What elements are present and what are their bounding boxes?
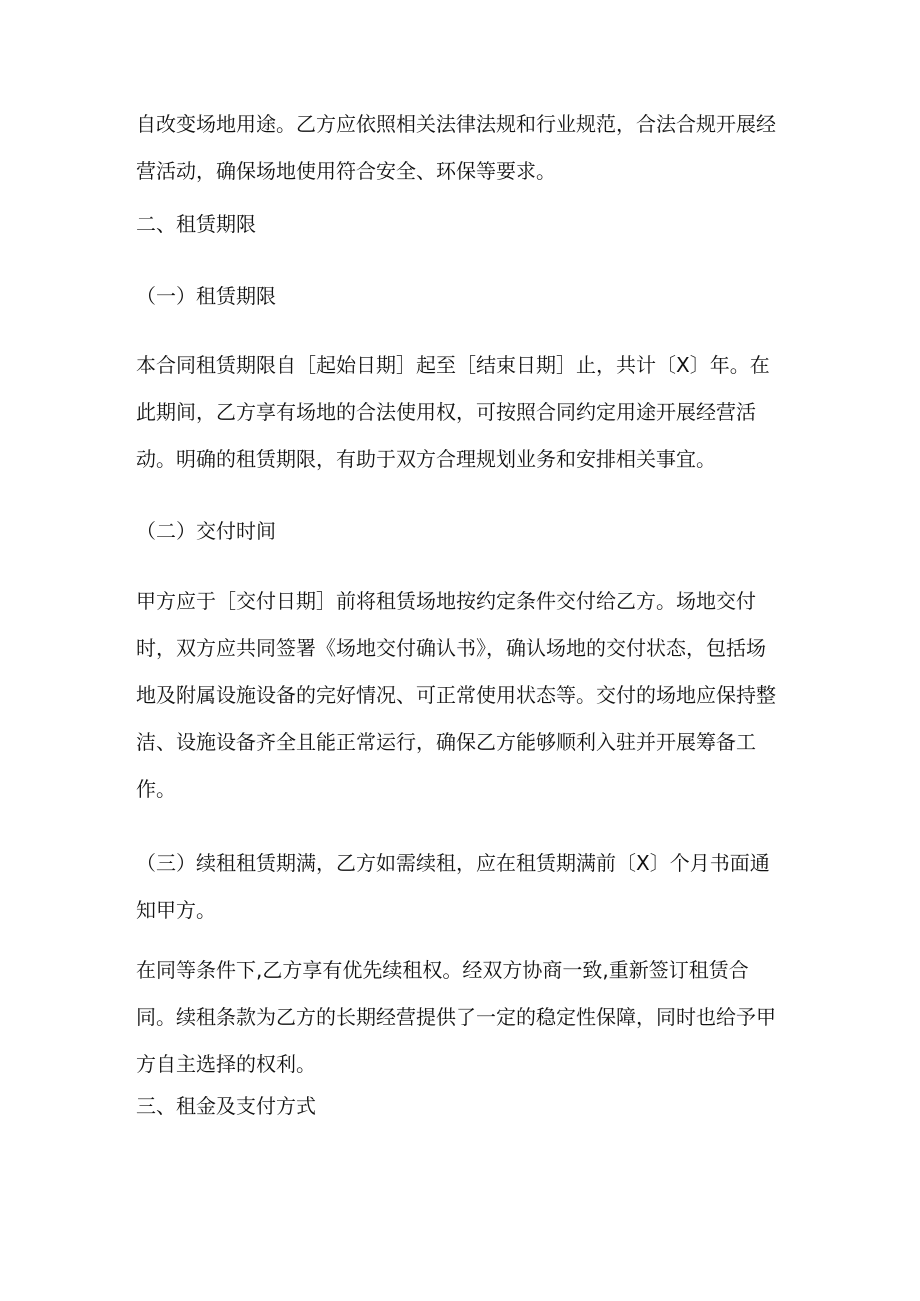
text-line: 自改变场地用途。乙方应依照相关法律法规和行业规范，合法合规开展经 [136, 112, 776, 136]
paragraph-renewal-priority [136, 947, 784, 1088]
text-line: 本合同租赁期限自［起始日期］起至［结束日期］止，共计〔X〕年。在 [136, 353, 770, 377]
section-heading-rent-payment [136, 1083, 784, 1130]
text-line: 动。明确的租赁期限，有助于双方合理规划业务和安排相关事宜。 [136, 447, 716, 471]
section-heading-lease-term [136, 201, 784, 248]
text-line: 方自主选择的权利。 [136, 1052, 316, 1076]
subheading-delivery-time [136, 508, 784, 555]
heading-text: （二）交付时间 [136, 519, 276, 543]
text-line: 作。 [136, 777, 176, 801]
heading-text: 三、租金及支付方式 [136, 1094, 316, 1118]
paragraph-delivery [136, 578, 784, 813]
paragraph-continued [136, 101, 784, 195]
heading-text: （一）租赁期限 [136, 284, 276, 308]
text-line: 此期间，乙方享有场地的合法使用权，可按照合同约定用途开展经营活 [136, 400, 756, 424]
subheading-lease-term [136, 273, 784, 320]
text-line: 营活动，确保场地使用符合安全、环保等要求。 [136, 159, 556, 183]
paragraph-lease-term [136, 342, 784, 483]
paragraph-renewal-notice [136, 840, 784, 934]
text-line: 洁、设施设备齐全且能正常运行，确保乙方能够顺利入驻并开展筹备工 [136, 730, 756, 754]
text-line: 知甲方。 [136, 898, 216, 922]
text-line: 在同等条件下,乙方享有优先续租权。经双方协商一致,重新签订租赁合 [136, 958, 749, 982]
text-line: （三）续租租赁期满，乙方如需续租，应在租赁期满前〔X〕个月书面通 [136, 851, 770, 875]
text-line: 同。续租条款为乙方的长期经营提供了一定的稳定性保障，同时也给予甲 [136, 1005, 776, 1029]
heading-text: 二、租赁期限 [136, 212, 256, 236]
text-line: 地及附属设施设备的完好情况、可正常使用状态等。交付的场地应保持整 [136, 683, 776, 707]
text-line: 时，双方应共同签署《场地交付确认书》，确认场地的交付状态，包括场 [136, 636, 766, 660]
text-line: 甲方应于［交付日期］前将租赁场地按约定条件交付给乙方。场地交付 [136, 589, 756, 613]
